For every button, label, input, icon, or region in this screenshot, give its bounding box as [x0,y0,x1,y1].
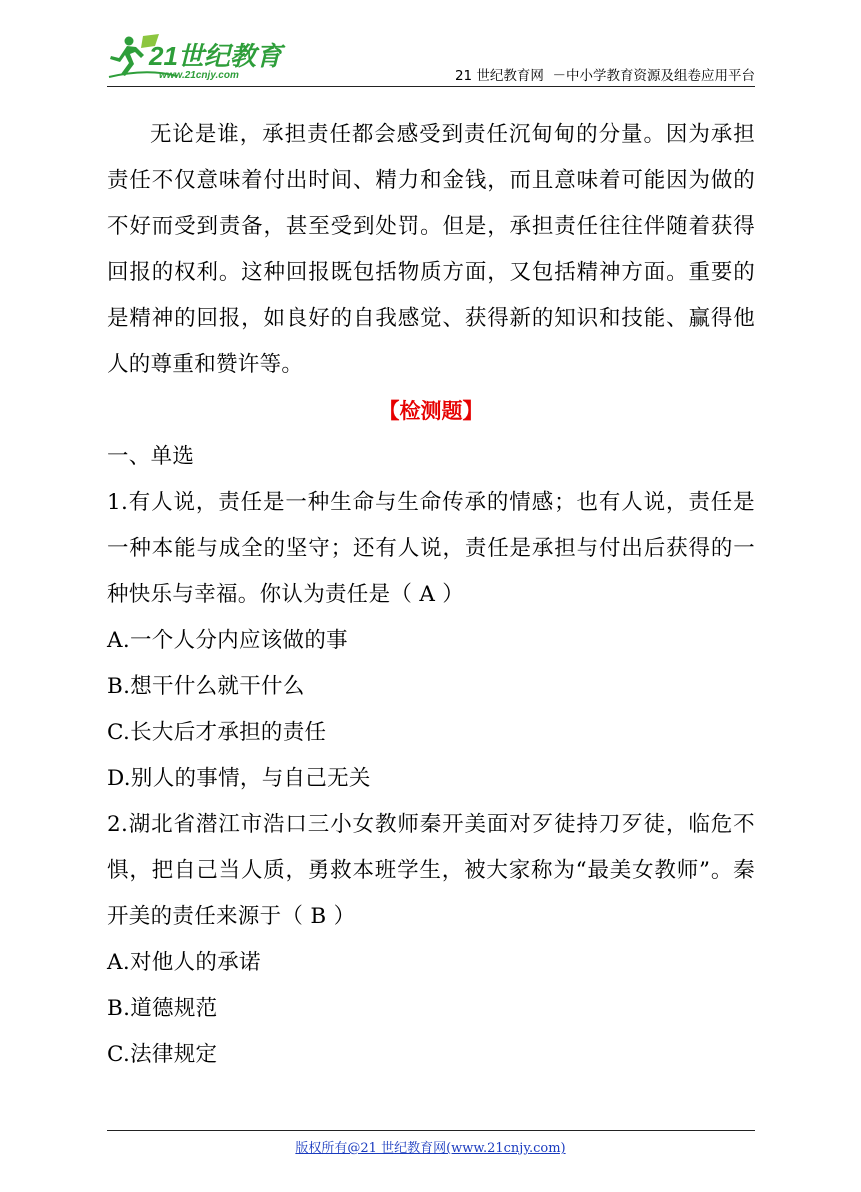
section-title: 【检测题】 [378,399,484,423]
option-a: A.一个人分内应该做的事 [107,628,348,653]
option-b: B.想干什么就干什么 [107,674,305,699]
logo [107,32,287,82]
footer-copyright-link[interactable]: 版权所有@21 世纪教育网(www.21cnjy.com) [295,1141,566,1156]
document-body [107,112,755,1078]
option-a: A.对他人的承诺 [107,950,261,975]
option-c: C.法律规定 [107,1042,218,1067]
section-subtitle: 一、单选 [107,444,195,469]
page-header [107,32,755,88]
intro-paragraph: 无论是谁，承担责任都会感受到责任沉甸甸的分量。因为承担责任不仅意味着付出时间、精力和金钱，而且意味着可能因为做的不好而受到责备，甚至受到处罚。但是，承担责任往往伴随着获得回报的权利。这种回报既包括物质方面，又包括精神方面。重要的是精神的回报，如良好的自我感觉、获得新的知识和技能、赢得他人的尊重和赞许等。 [107,122,755,377]
header-divider [107,86,755,87]
option-c: C.长大后才承担的责任 [107,720,327,745]
question-2 [107,802,755,1078]
footer-divider [107,1130,755,1131]
question-1 [107,480,755,802]
question-stem: 1.有人说，责任是一种生命与生命传承的情感；也有人说，责任是一种本能与成全的坚守；还有人说，责任是承担与付出后获得的一种快乐与幸福。你认为责任是（ A ） [107,490,755,607]
option-b: B.道德规范 [107,996,218,1021]
header-caption: 21 世纪教育网 －中小学教育资源及组卷应用平台 [454,68,755,84]
question-stem: 2.湖北省潜江市浩口三小女教师秦开美面对歹徒持刀歹徒，临危不惧，把自己当人质，勇救本班学生，被大家称为“最美女教师”。秦开美的责任来源于（ B ） [107,812,755,929]
option-d: D.别人的事情，与自己无关 [107,766,371,791]
logo-title: 21世纪教育 [149,41,282,71]
logo-url: www.21cnjy.com [159,70,239,81]
